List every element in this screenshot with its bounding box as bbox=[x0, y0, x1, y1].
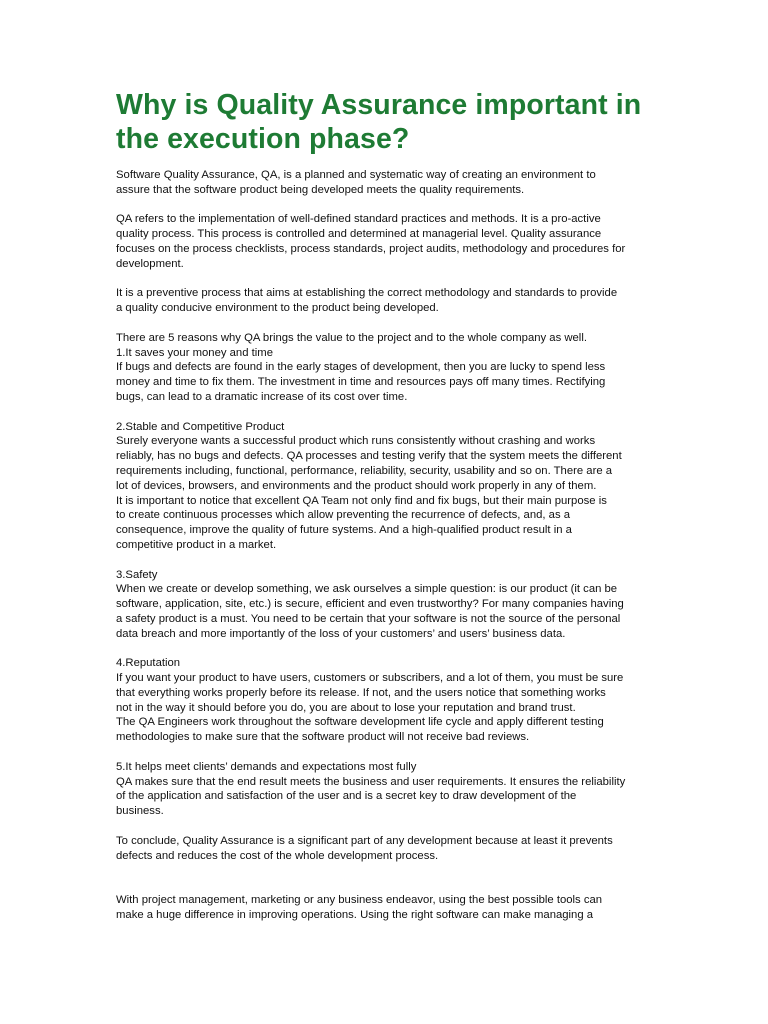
paragraph-reason-3 bbox=[116, 568, 652, 642]
text-line: a quality conducive environment to the product being developed. bbox=[116, 302, 439, 315]
text-line: data breach and more importantly of the loss of your customers’ and users’ business data. bbox=[116, 627, 566, 640]
text-line: lot of devices, browsers, and environments and the product should work properly in any of them. bbox=[116, 479, 597, 492]
text-line: With project management, marketing or any business endeavor, using the best possible tools can bbox=[116, 894, 603, 907]
text-line: focuses on the process checklists, process standards, project audits, methodology and procedures for bbox=[116, 242, 626, 255]
text-line: methodologies to make sure that the software product will not receive bad reviews. bbox=[116, 731, 530, 744]
text-line: Software Quality Assurance, QA, is a planned and systematic way of creating an environment to bbox=[116, 169, 596, 181]
paragraph-intro bbox=[116, 168, 652, 198]
section-heading: 1.It saves your money and time bbox=[116, 346, 273, 359]
text-line: QA makes sure that the end result meets the business and user requirements. It ensures the reliability bbox=[116, 775, 626, 788]
text-line: There are 5 reasons why QA brings the value to the project and to the whole company as well. bbox=[116, 331, 587, 344]
paragraph-preventive bbox=[116, 286, 652, 316]
paragraph-qa-definition bbox=[116, 212, 652, 271]
text-line: a safety product is a must. You need to be certain that your software is not the source of the personal bbox=[116, 612, 621, 625]
text-line: It is important to notice that excellent QA Team not only find and fix bugs, but their main purpose is bbox=[116, 494, 607, 507]
text-line: It is a preventive process that aims at establishing the correct methodology and standards to provide bbox=[116, 287, 618, 300]
text-line: defects and reduces the cost of the whole development process. bbox=[116, 849, 439, 862]
text-line: When we create or develop something, we ask ourselves a simple question: is our product (it can be bbox=[116, 583, 618, 596]
page-title: Why is Quality Assurance important in the execution phase? bbox=[116, 89, 642, 155]
section-heading: 3.Safety bbox=[116, 568, 158, 581]
text-line: competitive product in a market. bbox=[116, 538, 277, 551]
text-line: money and time to fix them. The investment in time and resources pays off many times. Rectifying bbox=[116, 376, 606, 389]
text-line: bugs, can lead to a dramatic increase of its cost over time. bbox=[116, 390, 408, 403]
text-line: consequence, improve the quality of future systems. And a high-qualified product result in a bbox=[116, 524, 572, 537]
text-line: QA refers to the implementation of well-defined standard practices and methods. It is a pro-active bbox=[116, 213, 601, 226]
text-line: requirements including, functional, performance, reliability, security, usability and so on. There are a bbox=[116, 464, 613, 477]
text-line: that everything works properly before its release. If not, and the users notice that something works bbox=[116, 686, 606, 699]
paragraph-reason-5 bbox=[116, 760, 652, 819]
paragraph-conclusion bbox=[116, 834, 652, 864]
text-line: To conclude, Quality Assurance is a significant part of any development because at least it prevents bbox=[116, 834, 613, 847]
text-line: Surely everyone wants a successful product which runs consistently without crashing and works bbox=[116, 435, 596, 448]
section-heading: 4.Reputation bbox=[116, 657, 181, 670]
text-line: assure that the software product being developed meets the quality requirements. bbox=[116, 183, 525, 196]
text-line: software, application, site, etc.) is secure, efficient and even trustworthy? For many companies having bbox=[116, 598, 624, 611]
document-body bbox=[116, 168, 652, 923]
text-line: not in the way it should before you do, you are about to lose your reputation and brand trust. bbox=[116, 701, 576, 714]
paragraph-reason-2 bbox=[116, 420, 652, 553]
section-heading: 2.Stable and Competitive Product bbox=[116, 420, 285, 433]
text-line: development. bbox=[116, 257, 184, 270]
text-line: business. bbox=[116, 805, 164, 818]
text-line: quality process. This process is controlled and determined at managerial level. Quality assurance bbox=[116, 228, 602, 241]
text-line: The QA Engineers work throughout the software development life cycle and apply different testing bbox=[116, 716, 604, 729]
document-page bbox=[116, 88, 652, 923]
section-heading: 5.It helps meet clients’ demands and expectations most fully bbox=[116, 760, 417, 773]
text-line: If bugs and defects are found in the early stages of development, then you are lucky to spend less bbox=[116, 361, 606, 374]
text-line: If you want your product to have users, customers or subscribers, and a lot of them, you must be sure bbox=[116, 672, 624, 685]
paragraph-tools bbox=[116, 893, 652, 923]
paragraph-reason-1 bbox=[116, 331, 652, 405]
text-line: reliably, has no bugs and defects. QA processes and testing verify that the system meets the different bbox=[116, 450, 622, 463]
text-line: of the application and satisfaction of the user and is a secret key to draw development of the bbox=[116, 790, 577, 803]
text-line: to create continuous processes which allow preventing the recurrence of defects, and, as a bbox=[116, 509, 571, 522]
paragraph-reason-4 bbox=[116, 656, 652, 745]
text-line: make a huge difference in improving operations. Using the right software can make managing a bbox=[116, 908, 594, 921]
